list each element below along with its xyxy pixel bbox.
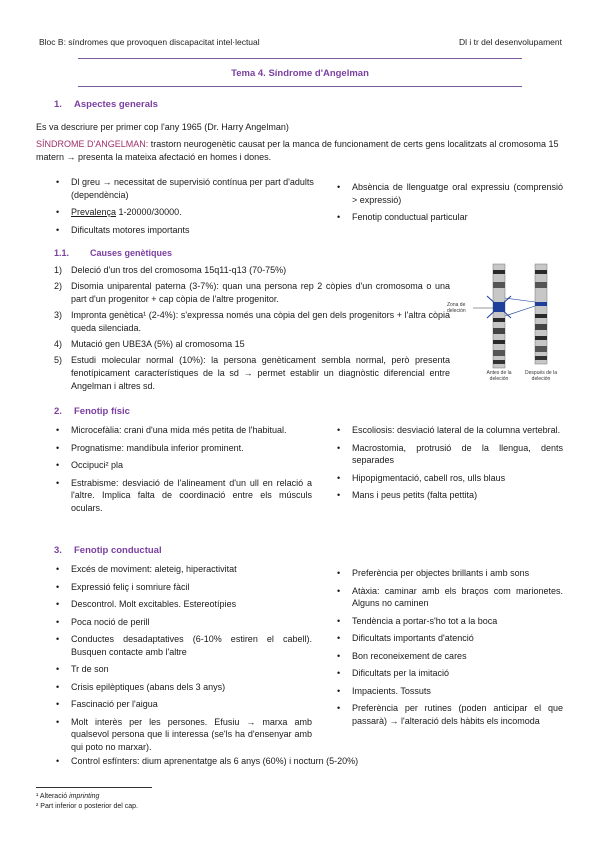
prevalence-label: Prevalença <box>71 207 117 217</box>
subsection-title: Causes genètiques <box>90 248 173 258</box>
list-item: 4) Mutació gen UBE3A (5%) al cromosoma 15 <box>54 339 245 349</box>
list-item: • Excés de moviment: aleteig, hiperactivitat <box>54 563 312 576</box>
general-list-right <box>335 181 563 229</box>
list-item: • Fascinació per l'aigua <box>54 698 312 711</box>
list-item: • Mans i peus petits (falta pettita) <box>335 489 563 502</box>
list-item: • Bon reconeixement de cares <box>335 650 563 663</box>
definition-text: trastorn neurogenètic causat per la manca de funcionament de certs gens localitzats al cromosoma 15 matern → presenta la mateixa afectació en homes i dones. <box>36 139 559 162</box>
definition-paragraph <box>36 138 564 164</box>
title-rule-top <box>78 58 522 59</box>
list-item: • Tr de son <box>54 663 312 676</box>
section-heading <box>54 99 158 110</box>
subsection-number: 1.1. <box>54 248 70 258</box>
header-right: Dl i tr del desenvolupament <box>458 37 562 47</box>
figure-caption-before: Antes de la deleción <box>486 370 512 382</box>
section-number: 1. <box>54 99 62 110</box>
causes-list <box>54 264 450 396</box>
list-item: • Absència de llenguatge oral expressiu (comprensió > expressió) <box>335 181 563 206</box>
title-rule-bottom <box>78 86 522 87</box>
list-item: • Escoliosis: desviació lateral de la columna vertebral. <box>335 424 563 437</box>
behavior-list-left <box>54 563 312 758</box>
section-number: 2. <box>54 406 62 417</box>
list-item: • Impacients. Tossuts <box>335 685 563 698</box>
list-item: • Atàxia: caminar amb els braços com marionetes. Alguns no caminen <box>335 585 563 610</box>
list-item: • Macrostomia, protrusió de la llengua, dents separades <box>335 442 563 467</box>
physical-list-left <box>54 424 312 519</box>
list-item: • Preferència per rutines (poden anticipar el que passarà) → l'alteració dels hàbits els incomoda <box>335 702 563 727</box>
list-item: • Microcefàlia: crani d'una mida més petita de l'habitual. <box>54 424 312 437</box>
page-title: Tema 4. Síndrome d'Angelman <box>231 68 369 79</box>
section-title: Aspectes generals <box>74 99 158 110</box>
list-item: • Dificultats importants d'atenció <box>335 632 563 645</box>
list-item: • Conductes desadaptatives (6-10% estiren el cabell). Busquen contacte amb l'altre <box>54 633 312 658</box>
footnote: ² Part inferior o posterior del cap. <box>36 803 138 810</box>
list-item <box>54 206 316 219</box>
list-item: • Molt interès per les persones. Efusiu → marxa amb qualsevol persona que li interessa (se'ls ha d'ensenyar amb qui poto no marxar). <box>54 716 312 754</box>
footnote-rule <box>36 787 152 788</box>
section-title: Fenotip conductual <box>74 545 162 556</box>
list-item: • Hipopigmentació, cabell ros, ulls blaus <box>335 472 563 485</box>
list-item: • Estrabisme: desviació de l'alineament d'un ull en relació a l'altre. Implica falta de coordinació entre els músculs oculars. <box>54 477 312 515</box>
behavior-list-bottom <box>54 755 574 773</box>
footnote: ¹ Alteració imprinting <box>36 793 100 800</box>
general-list-left <box>54 176 316 241</box>
list-item: 5) Estudi molecular normal (10%): la persona genèticament sembla normal, però presenta fenotípicament característiques de la sd → permet establir un diagnòstic diferencial entre Angelman i altres sd. <box>54 355 450 391</box>
section-title: Fenotip físic <box>74 406 130 417</box>
list-item: • Fenotip conductual particular <box>335 211 563 224</box>
list-item: • Occipuci² pla <box>54 459 312 472</box>
section-heading <box>54 406 130 417</box>
list-item: 3) Impronta genètica¹ (2-4%): s'expressa només una còpia del gen dels progenitors + l'altra còpia queda silenciada. <box>54 310 450 333</box>
behavior-list-right <box>335 567 563 732</box>
prevalence-value: 1-20000/30000. <box>116 207 182 217</box>
header-left: Bloc B: síndromes que provoquen discapacitat intel·lectual <box>39 37 260 47</box>
list-item: • Tendència a portar-s'ho tot a la boca <box>335 615 563 628</box>
section-number: 3. <box>54 545 62 556</box>
list-item: • Dificultats motores importants <box>54 224 316 237</box>
list-item: • Poca noció de perill <box>54 616 312 629</box>
list-item: • Dl greu → necessitat de supervisió contínua per part d'adults (dependència) <box>54 176 316 201</box>
physical-list-right <box>335 424 563 507</box>
list-item: • Prognatisme: mandíbula inferior prominent. <box>54 442 312 455</box>
list-item: 2) Disomia uniparental paterna (3-7%): quan una persona rep 2 còpies d'un cromosoma o una part d'un progenitor + cap còpia de l'altre progenitor. <box>54 281 450 304</box>
subsection-heading <box>54 248 172 258</box>
list-item: • Expressió feliç i somriure fàcil <box>54 581 312 594</box>
list-item: • Preferència per objectes brillants i amb sons <box>335 567 563 580</box>
chromosome-figure <box>447 262 567 397</box>
list-item: • Control esfínters: dium aprenentatge als 6 anys (60%) i nocturn (5-20%) <box>54 755 574 768</box>
figure-caption-zone: Zona de deleción <box>447 302 466 314</box>
list-item: • Descontrol. Molt excitables. Estereotípies <box>54 598 312 611</box>
section-heading <box>54 545 162 556</box>
list-item: • Crisis epilèptiques (abans dels 3 anys) <box>54 681 312 694</box>
intro-text: Es va descriure per primer cop l'any 1965 (Dr. Harry Angelman) <box>36 122 289 132</box>
list-item: • Dificultats per la imitació <box>335 667 563 680</box>
definition-label: SÍNDROME D'ANGELMAN: <box>36 139 149 149</box>
list-item: 1) Deleció d'un tros del cromosoma 15q11-q13 (70-75%) <box>54 265 287 275</box>
figure-caption-after: Después de la deleción <box>525 370 557 382</box>
